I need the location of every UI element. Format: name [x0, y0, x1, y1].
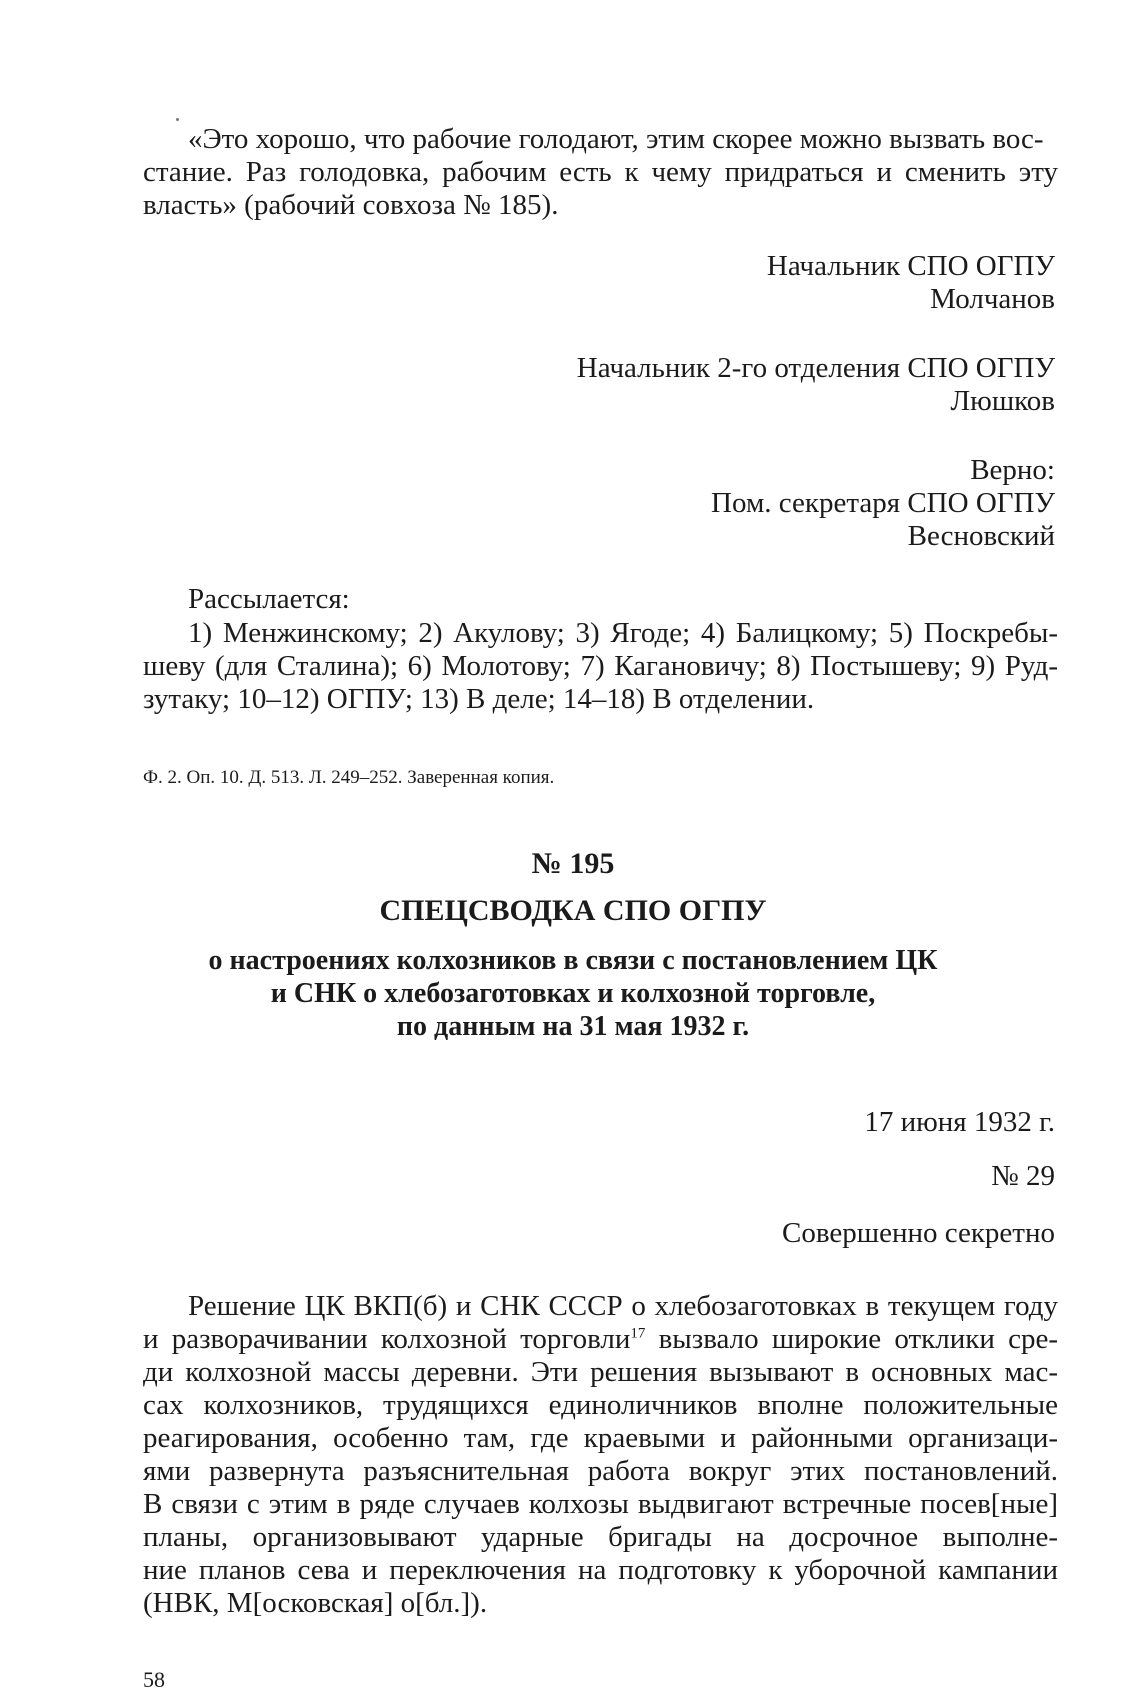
- body-line: В связи с этим в ряде случаев колхозы выдвигают встречные посев[ные]: [143, 1488, 1058, 1520]
- footnote-marker: 17: [630, 1325, 646, 1342]
- scan-speck: [176, 118, 179, 121]
- body-line: ние планов сева и переключения на подготовку к уборочной кампании: [143, 1554, 1058, 1586]
- signatory-name: Молчанов: [930, 283, 1055, 315]
- document-title: СПЕЦСВОДКА СПО ОГПУ: [379, 894, 767, 927]
- distribution-label: Рассылается:: [188, 583, 350, 615]
- certification-label: Верно:: [970, 454, 1055, 486]
- quote-line: «Это хорошо, что рабочие голодают, этим скорее можно вызвать вос-: [188, 123, 1044, 155]
- document-date: 17 июня 1932 г.: [864, 1106, 1055, 1138]
- signatory-title: Начальник 2-го отделения СПО ОГПУ: [576, 352, 1055, 384]
- document-subtitle: по данным на 31 мая 1932 г.: [396, 1011, 750, 1042]
- distribution-line: 1) Менжинскому; 2) Акулову; 3) Ягоде; 4) Балицкому; 5) Поскребы-: [188, 617, 1058, 649]
- body-line: Решение ЦК ВКП(б) и СНК СССР о хлебозаготовках в текущем году: [188, 1290, 1058, 1322]
- document-number: № 195: [531, 847, 615, 880]
- archive-source-note: Ф. 2. Оп. 10. Д. 513. Л. 249–252. Заверенная копия.: [143, 767, 555, 788]
- distribution-line: шеву (для Сталина); 6) Молотову; 7) Кагановичу; 8) Постышеву; 9) Руд-: [143, 650, 1058, 682]
- distribution-line: зутаку; 10–12) ОГПУ; 13) В деле; 14–18) В отделении.: [143, 683, 815, 715]
- quote-line: власть» (рабочий совхоза № 185).: [143, 189, 559, 221]
- document-subtitle: и СНК о хлебозаготовках и колхозной торговле,: [270, 978, 876, 1009]
- signatory-name: Весновский: [907, 520, 1055, 552]
- body-line: [143, 1323, 1058, 1356]
- signatory-title: Начальник СПО ОГПУ: [766, 250, 1055, 282]
- body-line: ди колхозной массы деревни. Эти решения вызывают в основных мас-: [143, 1356, 1058, 1388]
- page-number: 58: [143, 1667, 165, 1692]
- document-reg-number: № 29: [991, 1160, 1055, 1192]
- signatory-title: Пом. секретаря СПО ОГПУ: [711, 487, 1055, 519]
- body-line: (НВК, М[осковская] о[бл.]).: [143, 1587, 488, 1619]
- signatory-name: Люшков: [950, 385, 1055, 417]
- body-line-part: вызвало широкие отклики сре-: [645, 1323, 1058, 1355]
- quote-line: стание. Раз голодовка, рабочим есть к чему придраться и сменить эту: [143, 156, 1058, 188]
- body-line: сах колхозников, трудящихся единоличников вполне положительные: [143, 1389, 1058, 1421]
- body-line: реагирования, особенно там, где краевыми и районными организаци-: [143, 1422, 1058, 1454]
- classification-stamp: Совершенно секретно: [782, 1217, 1055, 1249]
- body-line: ями развернута разъяснительная работа вокруг этих постановлений.: [143, 1455, 1058, 1487]
- body-line: планы, организовывают ударные бригады на досрочное выполне-: [143, 1521, 1058, 1553]
- body-line-part: и разворачивании колхозной торговли: [143, 1323, 631, 1355]
- document-subtitle: о настроениях колхозников в связи с постановлением ЦК: [208, 945, 938, 976]
